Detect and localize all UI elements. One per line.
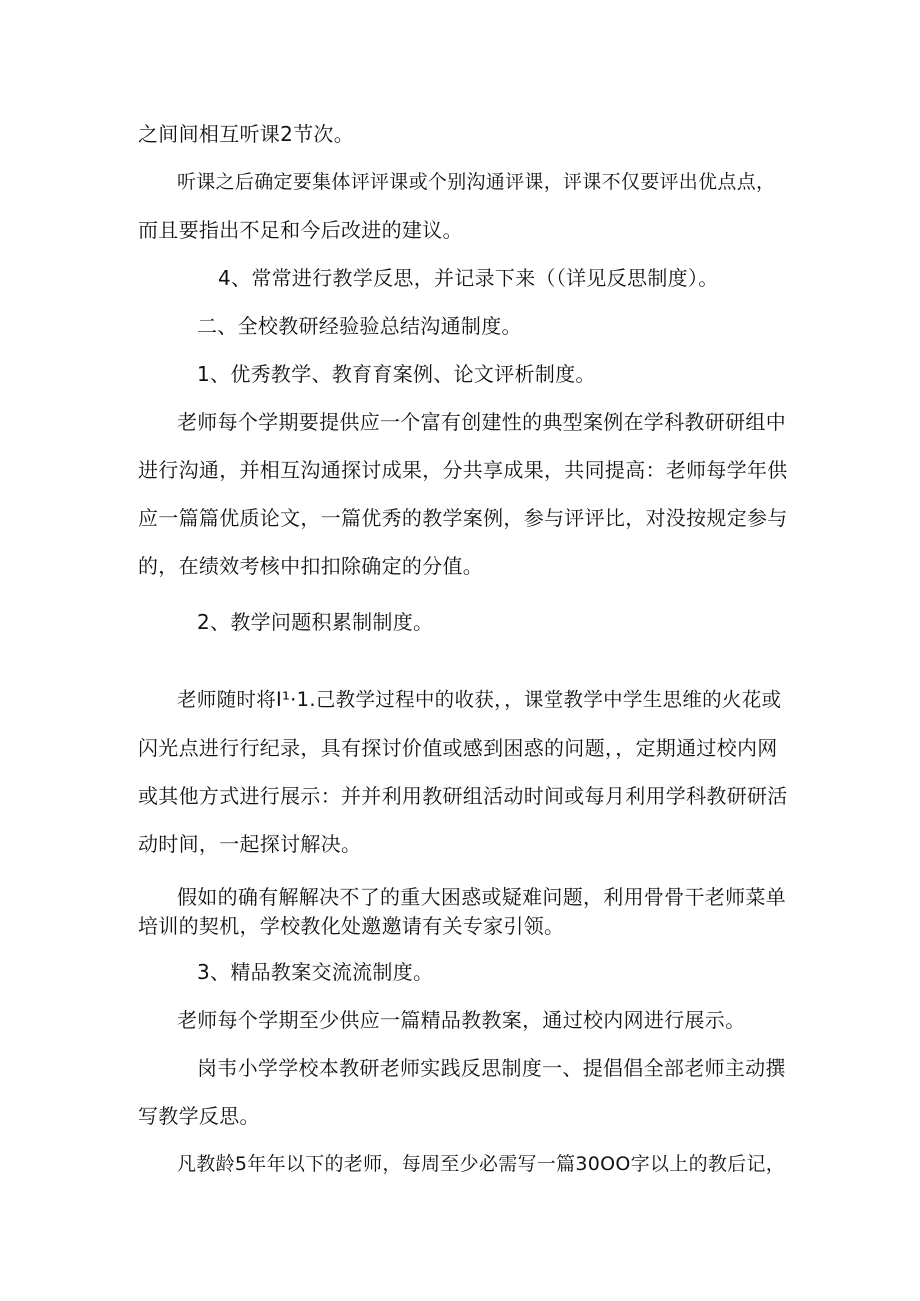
text-line: 老师每个学期至少供应一篇精品教教案，通过校内网进行展示。 <box>177 1008 746 1032</box>
text-line: 之间间相互听课2节次。 <box>138 122 355 146</box>
text-line: 进行沟通，并相互沟通探讨成果，分共享成果，共同提高：老师每学年供 <box>138 458 788 482</box>
section-heading: 二、全校教研经验验总结沟通制度。 <box>197 314 522 338</box>
text-line: 听课之后确定要集体评评课或个别沟通评课，评课不仅要评出优点点， <box>177 171 776 193</box>
list-item: 4、常常进行教学反思，并记录下来（（详见反思制度）。 <box>218 266 719 290</box>
text-line: 岗韦小学学校本教研老师实践反思制度一、提倡倡全部老师主动撰 <box>197 1056 786 1080</box>
text-line: 闪光点进行行纪录，具有探讨价值或感到困惑的问题，，定期通过校内网 <box>138 736 778 760</box>
text-line: 应一篇篇优质论文，一篇优秀的教学案例，参与评评比，对没按规定参与 <box>138 506 788 530</box>
subsection-heading: 1、优秀教学、教育育案例、论文评析制度。 <box>197 362 596 386</box>
text-line: 假如的确有解解决不了的重大困惑或疑难问题，利用骨骨干老师菜单 <box>177 885 786 909</box>
text-line: 凡教龄5年年以下的老师，每周至少必需写一篇30OO字以上的教后记， <box>177 1153 786 1175</box>
text-line: 的，在绩效考核中扣扣除确定的分值。 <box>138 554 484 578</box>
text-line: 老师随时将I¹·1.己教学过程中的收获，，课堂教学中学生思维的火花或 <box>177 688 782 711</box>
text-line: 写教学反思。 <box>138 1104 260 1128</box>
text-line: 或其他方式进行展示：并并利用教研组活动时间或每月利用学科教研研活 <box>138 784 788 808</box>
text-line: 老师每个学期要提供应一个富有创建性的典型案例在学科教研研组中 <box>177 410 786 434</box>
subsection-heading: 2、教学问题积累制制度。 <box>197 610 434 634</box>
subsection-heading: 3、精品教案交流流制度。 <box>197 960 434 984</box>
text-line: 培训的契机，学校教化处邀邀请有关专家引领。 <box>138 914 565 938</box>
text-line: 动时间，一起探讨解决。 <box>138 832 362 856</box>
text-line: 而且要指出不足和今后改进的建议。 <box>138 218 463 242</box>
